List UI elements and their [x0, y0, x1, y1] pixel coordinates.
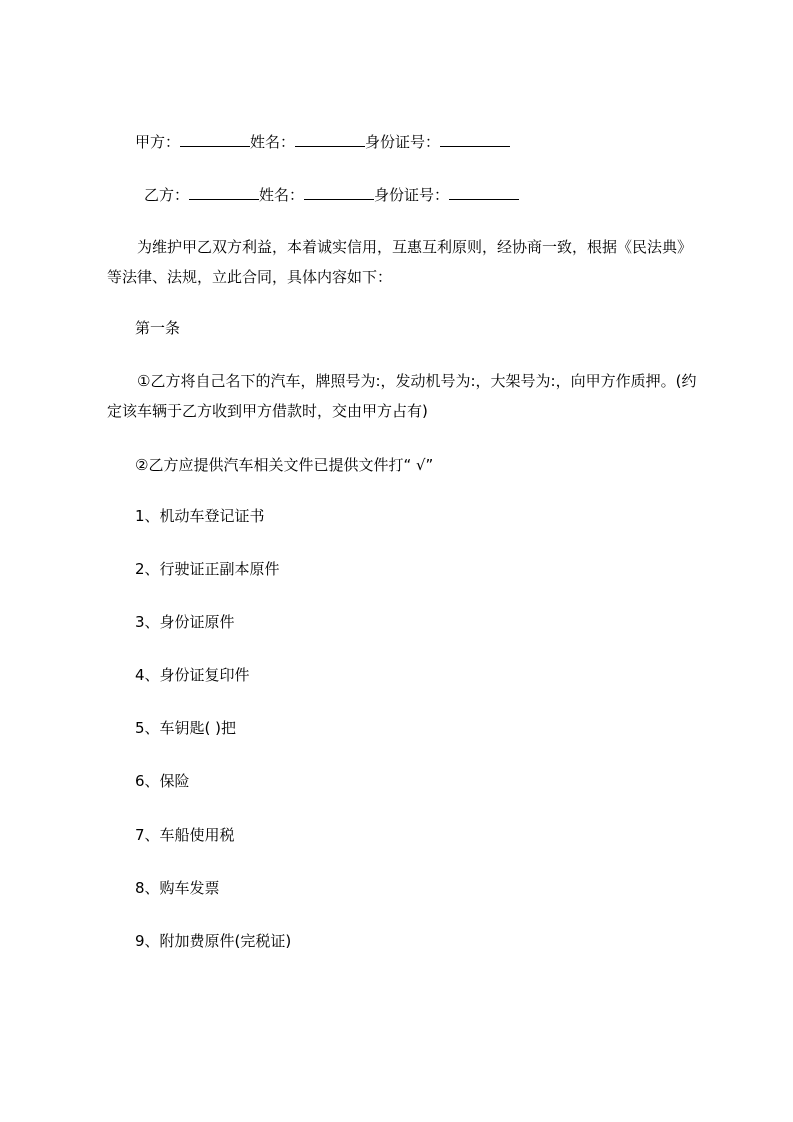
document-item: 5、车钥匙( )把: [135, 719, 237, 737]
intro-paragraph: 为维护甲乙双方利益，本着诚实信用，互惠互利原则，经协商一致，根据《民法典》等法律、法规，立此合同，具体内容如下：: [107, 238, 693, 286]
article-title: 第一条: [135, 319, 181, 337]
party-b-name-label: 姓名：: [259, 186, 305, 204]
party-a-id-label: 身份证号：: [365, 133, 441, 151]
party-a-id-blank: [440, 132, 510, 147]
party-b-label: 乙方：: [144, 186, 190, 204]
document-item: 7、车船使用税: [135, 826, 235, 844]
party-b-blank: [189, 185, 259, 200]
document-item: 8、购车发票: [135, 879, 220, 897]
clause-2: ②乙方应提供汽车相关文件已提供文件打“ √”: [135, 456, 434, 474]
document-item: 2、行驶证正副本原件: [135, 560, 280, 578]
clause-1: ①乙方将自己名下的汽车，牌照号为:，发动机号为:，大架号为:，向甲方作质押。(约定该车辆于乙方收到甲方借款时，交由甲方占有): [107, 372, 697, 420]
party-a-blank: [180, 132, 250, 147]
document-item: 3、身份证原件: [135, 613, 235, 631]
document-item: 9、附加费原件(完税证): [135, 932, 292, 950]
party-b-name-blank: [304, 185, 374, 200]
party-a-name-label: 姓名：: [250, 133, 296, 151]
party-b-id-label: 身份证号：: [374, 186, 450, 204]
document-item: 6、保险: [135, 772, 190, 790]
party-b-line: [144, 185, 519, 205]
document-item: 4、身份证复印件: [135, 666, 250, 684]
document-item: 1、机动车登记证书: [135, 507, 265, 525]
party-a-line: [135, 132, 510, 152]
party-b-id-blank: [449, 185, 519, 200]
party-a-name-blank: [295, 132, 365, 147]
party-a-label: 甲方：: [135, 133, 181, 151]
